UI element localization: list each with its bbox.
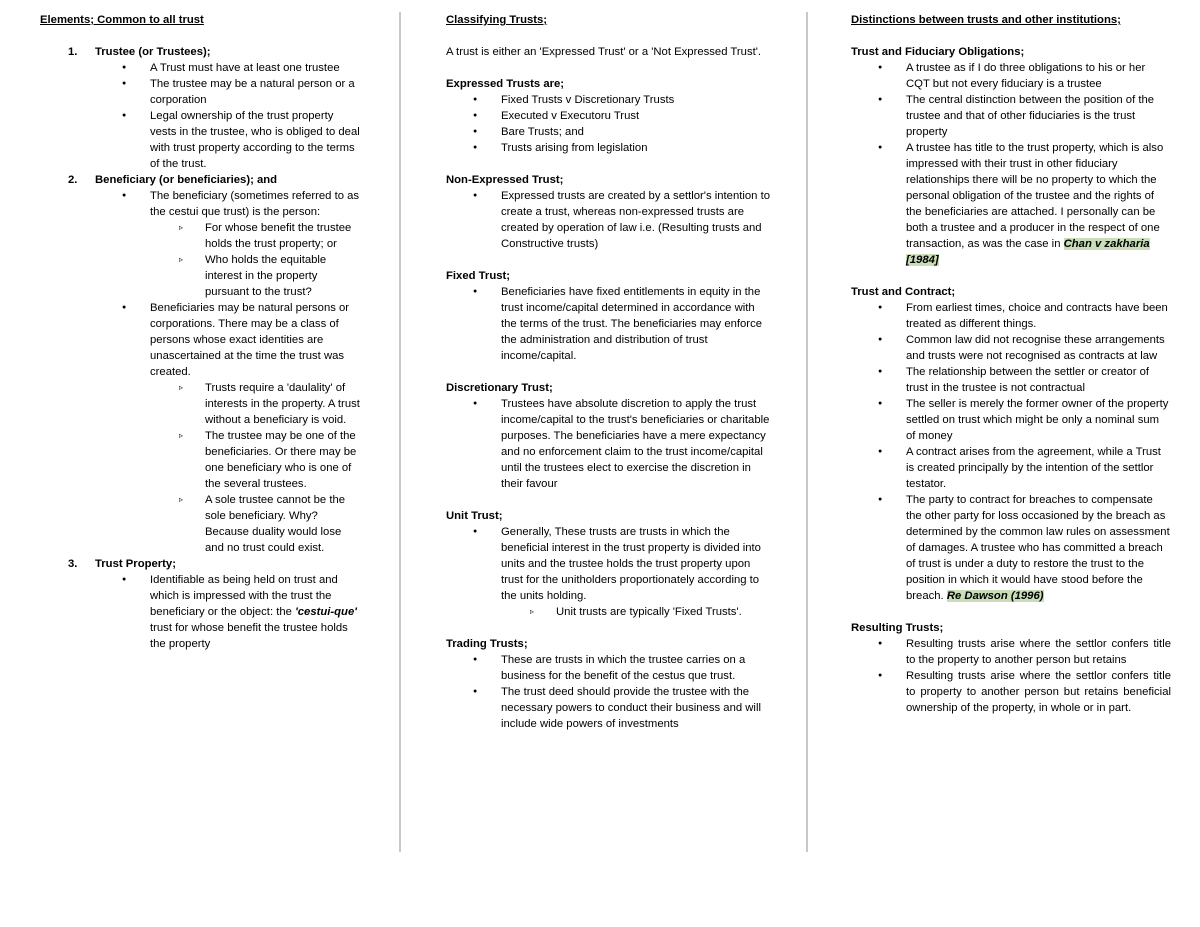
list-item: ● Trustees have absolute discretion to apply the trust income/capital to the trust's beneficiaries or charitable purposes. The beneficiaries have a mere expectancy and no enforcement claim to the trust income/capital until the trustees elect to exercise the discretion in their favour — [446, 396, 771, 492]
column-divider-2 — [806, 12, 808, 852]
list-item: ● Common law did not recognise these arrangements and trusts were not recognised as contracts at law — [851, 332, 1171, 364]
list-item: ● Generally, These trusts are trusts in which the beneficial interest in the trust property is divided into units and the trustee holds the trust property upon trust for the unitholders proportionately according to the units holding. ▹ Unit trusts are typically 'Fixed Trusts'. — [446, 524, 771, 620]
list-item: ● Fixed Trusts v Discretionary Trusts — [446, 92, 771, 108]
list-item: ● The trustee may be a natural person or a corporation — [95, 76, 360, 108]
list-item: ● Expressed trusts are created by a settlor's intention to create a trust, whereas non-expressed trusts are created by operation of law i.e. (Resulting trusts and Constructive trusts) — [446, 188, 771, 252]
section-heading: Trading Trusts; — [446, 638, 528, 650]
list-item: ● From earliest times, choice and contracts have been treated as different things. — [851, 300, 1171, 332]
list-item: ● Trusts arising from legislation — [446, 140, 771, 156]
list-item: ● Beneficiaries may be natural persons or corporations. There may be a class of persons whose exact identities are unascertained at the time the trust was created. ▹ Trusts require a 'daulality' of interests in the property. A trust without a beneficiary is void. ▹ The trustee may be one of the beneficiaries. Or there may be one beneficiary who is one of the several trustees. ▹ A sole trustee cannot be the sole beneficiary. Why? Because duality would lose and no trust could exist. — [95, 300, 360, 556]
list-item: ● A trustee has title to the trust property, which is also impressed with their trust in other fiduciary relationships there will be no property to which the personal obligation of the trustee and the rights of the beneficiaries are attached. I personally can be both a trustee and a producer in the respect of one transaction, as was the case in Chan v zakharia [1984] — [851, 140, 1171, 268]
section-heading: Trust and Contract; — [851, 286, 956, 298]
sub-list-item: ▹ Who holds the equitable interest in the property pursuant to the trust? — [150, 252, 360, 300]
column-elements — [40, 12, 360, 652]
list-item: ● Identifiable as being held on trust and which is impressed with the trust the beneficiary or the object: the 'cestui-que' trust for whose benefit the trustee holds the property — [95, 572, 360, 652]
section-heading: Trust and Fiduciary Obligations; — [851, 46, 1025, 58]
numbered-item-trust-property — [40, 556, 360, 652]
numbered-item-beneficiary — [40, 172, 360, 556]
column-title: Elements; Common to all trust — [40, 14, 204, 26]
list-item: ● These are trusts in which the trustee carries on a business for the benefit of the cestus que trust. — [446, 652, 771, 684]
item-number: 3. — [68, 558, 78, 570]
item-number: 2. — [68, 174, 78, 186]
sub-list-item: ▹ The trustee may be one of the beneficiaries. Or there may be one beneficiary who is one of the several trustees. — [150, 428, 360, 492]
case-citation: Chan v zakharia [1984] — [906, 238, 1150, 266]
item-heading: Trustee (or Trustees); — [95, 46, 211, 58]
list-item: ● The trust deed should provide the trustee with the necessary powers to conduct their business and will include wide powers of investments — [446, 684, 771, 732]
sub-list-item: ▹ Unit trusts are typically 'Fixed Trusts'. — [501, 604, 771, 620]
sub-list-item: ▹ Trusts require a 'daulality' of interests in the property. A trust without a beneficiary is void. — [150, 380, 360, 428]
intro-paragraph: A trust is either an 'Expressed Trust' or a 'Not Expressed Trust'. — [446, 46, 762, 58]
column-title: Classifying Trusts; — [446, 14, 548, 26]
item-number: 1. — [68, 46, 78, 58]
list-item: ● The seller is merely the former owner of the property settled on trust which might be only a nominal sum of money — [851, 396, 1171, 444]
list-item: ● The party to contract for breaches to compensate the other party for loss occasioned by the breach as determined by the common law rules on assessment of damages. A trustee who has committed a breach of trust is under a duty to restore the trust to the position in which it would have stood before the breach. Re Dawson (1996) — [851, 492, 1171, 604]
list-item: ● A trustee as if I do three obligations to his or her CQT but not every fiduciary is a trustee — [851, 60, 1171, 92]
case-citation: Re Dawson (1996) — [946, 590, 1044, 602]
list-item: ● A contract arises from the agreement, while a Trust is created principally by the intention of the settlor testator. — [851, 444, 1171, 492]
section-heading: Expressed Trusts are; — [446, 78, 565, 90]
list-item: ● Resulting trusts arise where the settlor confers title to the property to another person but retains — [851, 636, 1171, 668]
list-item: ● Bare Trusts; and — [446, 124, 771, 140]
list-item: ● The beneficiary (sometimes referred to as the cestui que trust) is the person: ▹ For whose benefit the trustee holds the trust property; or ▹ Who holds the equitable interest in the property pursuant to the trust? — [95, 188, 360, 300]
numbered-item-trustee — [40, 44, 360, 172]
column-distinctions — [851, 12, 1171, 716]
column-divider-1 — [399, 12, 401, 852]
sub-list-item: ▹ A sole trustee cannot be the sole beneficiary. Why? Because duality would lose and no trust could exist. — [150, 492, 360, 556]
list-item: ● Legal ownership of the trust property vests in the trustee, who is obliged to deal with trust property according to the terms of the trust. — [95, 108, 360, 172]
list-item: ● The central distinction between the position of the trustee and that of other fiduciaries is the trust property — [851, 92, 1171, 140]
item-heading: Trust Property; — [95, 558, 176, 570]
column-classifying — [446, 12, 771, 732]
section-heading: Resulting Trusts; — [851, 622, 944, 634]
list-item: ● Beneficiaries have fixed entitlements in equity in the trust income/capital determined in accordance with the terms of the trust. The beneficiaries may enforce the administration and distribution of trust income/capital. — [446, 284, 771, 364]
section-heading: Non-Expressed Trust; — [446, 174, 564, 186]
list-item: ● A Trust must have at least one trustee — [95, 60, 360, 76]
sub-list-item: ▹ For whose benefit the trustee holds the trust property; or — [150, 220, 360, 252]
section-heading: Discretionary Trust; — [446, 382, 553, 394]
column-title: Distinctions between trusts and other institutions; — [851, 14, 1121, 26]
section-heading: Unit Trust; — [446, 510, 503, 522]
section-heading: Fixed Trust; — [446, 270, 511, 282]
emphasis-text: 'cestui-que' — [295, 606, 357, 618]
list-item: ● Executed v Executoru Trust — [446, 108, 771, 124]
list-item: ● Resulting trusts arise where the settlor confers title to property to another person but retains beneficial ownership of the property, in whole or in part. — [851, 668, 1171, 716]
list-item: ● The relationship between the settler or creator of trust in the trustee is not contractual — [851, 364, 1171, 396]
item-heading: Beneficiary (or beneficiaries); and — [95, 174, 278, 186]
